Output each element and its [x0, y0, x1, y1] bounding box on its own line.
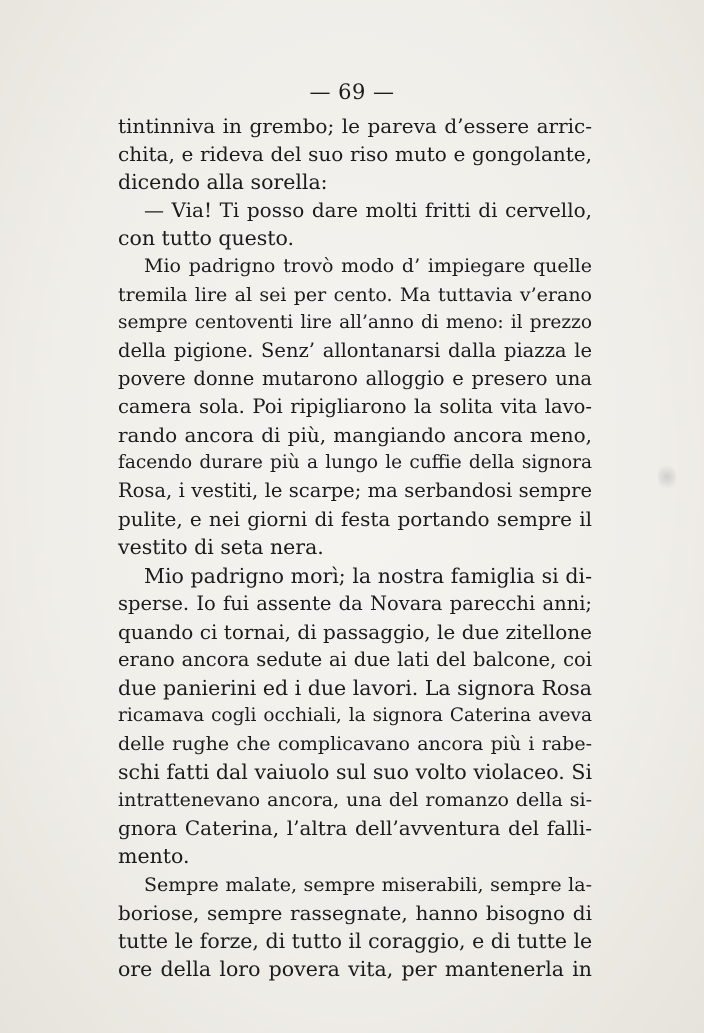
text-line: con tutto questo. [118, 226, 295, 251]
text-line: ore della loro povera vita, per mantenerla in [118, 956, 592, 981]
text-line: tremila lire al sei per cento. Ma tuttavia v’erano [118, 283, 592, 306]
text-line: sperse. Io fui assente da Novara parecchi anni; [118, 591, 592, 615]
text-line: facendo durare più a lungo le cuffie della signora [118, 452, 592, 474]
text-line: tintinniva in grembo; le pareva d’essere arric- [118, 114, 592, 138]
text-line: intrattenevano ancora, una del romanzo della si- [118, 789, 592, 812]
text-line: — Via! Ti posso dare molti fritti di cervello, [144, 198, 592, 223]
text-line: quando ci tornai, di passaggio, le due zitellone [118, 619, 592, 644]
text-line: vestito di seta nera. [118, 535, 324, 560]
page-number: — 69 — [309, 80, 395, 104]
text-line: gnora Caterina, l’altra dell’avventura del falli- [118, 816, 592, 841]
text-line: Sempre malate, sempre miserabili, sempre la- [144, 873, 592, 896]
text-line: chita, e rideva del suo riso muto e gongolante, [118, 142, 592, 167]
body-text [118, 112, 592, 983]
text-line: boriose, sempre rassegnate, hanno bisogno di [118, 900, 592, 925]
text-line: delle rughe che complicavano ancora più i rabe- [118, 733, 592, 756]
text-line: povere donne mutarono alloggio e presero una [118, 366, 592, 390]
text-line: ricamava cogli occhiali, la signora Caterina aveva [118, 704, 592, 726]
text-line: della pigione. Senz’ allontanarsi dalla piazza le [118, 338, 592, 362]
text-line: pulite, e nei giorni di festa portando sempre il [118, 507, 592, 532]
text-line: erano ancora sedute ai due lati del balcone, coi [118, 647, 592, 671]
text-line: rando ancora di più, mangiando ancora meno, [118, 423, 592, 448]
text-line: dicendo alla sorella: [118, 170, 328, 195]
text-line: mento. [118, 844, 190, 869]
text-line: camera sola. Poi ripigliarono la solita vita lavo- [118, 394, 592, 418]
text-line: Rosa, i vestiti, le scarpe; ma serbandosi sempre [118, 479, 592, 503]
text-line: Mio padrigno morì; la nostra famiglia si di- [144, 563, 592, 588]
text-line: Mio padrigno trovò modo d’ impiegare quelle [144, 255, 592, 278]
text-line: sempre centoventi lire all’anno di meno: il prezzo [118, 311, 592, 333]
text-line: due panierini ed i due lavori. La signora Rosa [118, 675, 592, 700]
text-line: schi fatti dal vaiuolo sul suo volto violaceo. Si [118, 760, 592, 785]
text-line: tutte le forze, di tutto il coraggio, e di tutte le [118, 928, 593, 953]
paper-stain [658, 462, 676, 492]
